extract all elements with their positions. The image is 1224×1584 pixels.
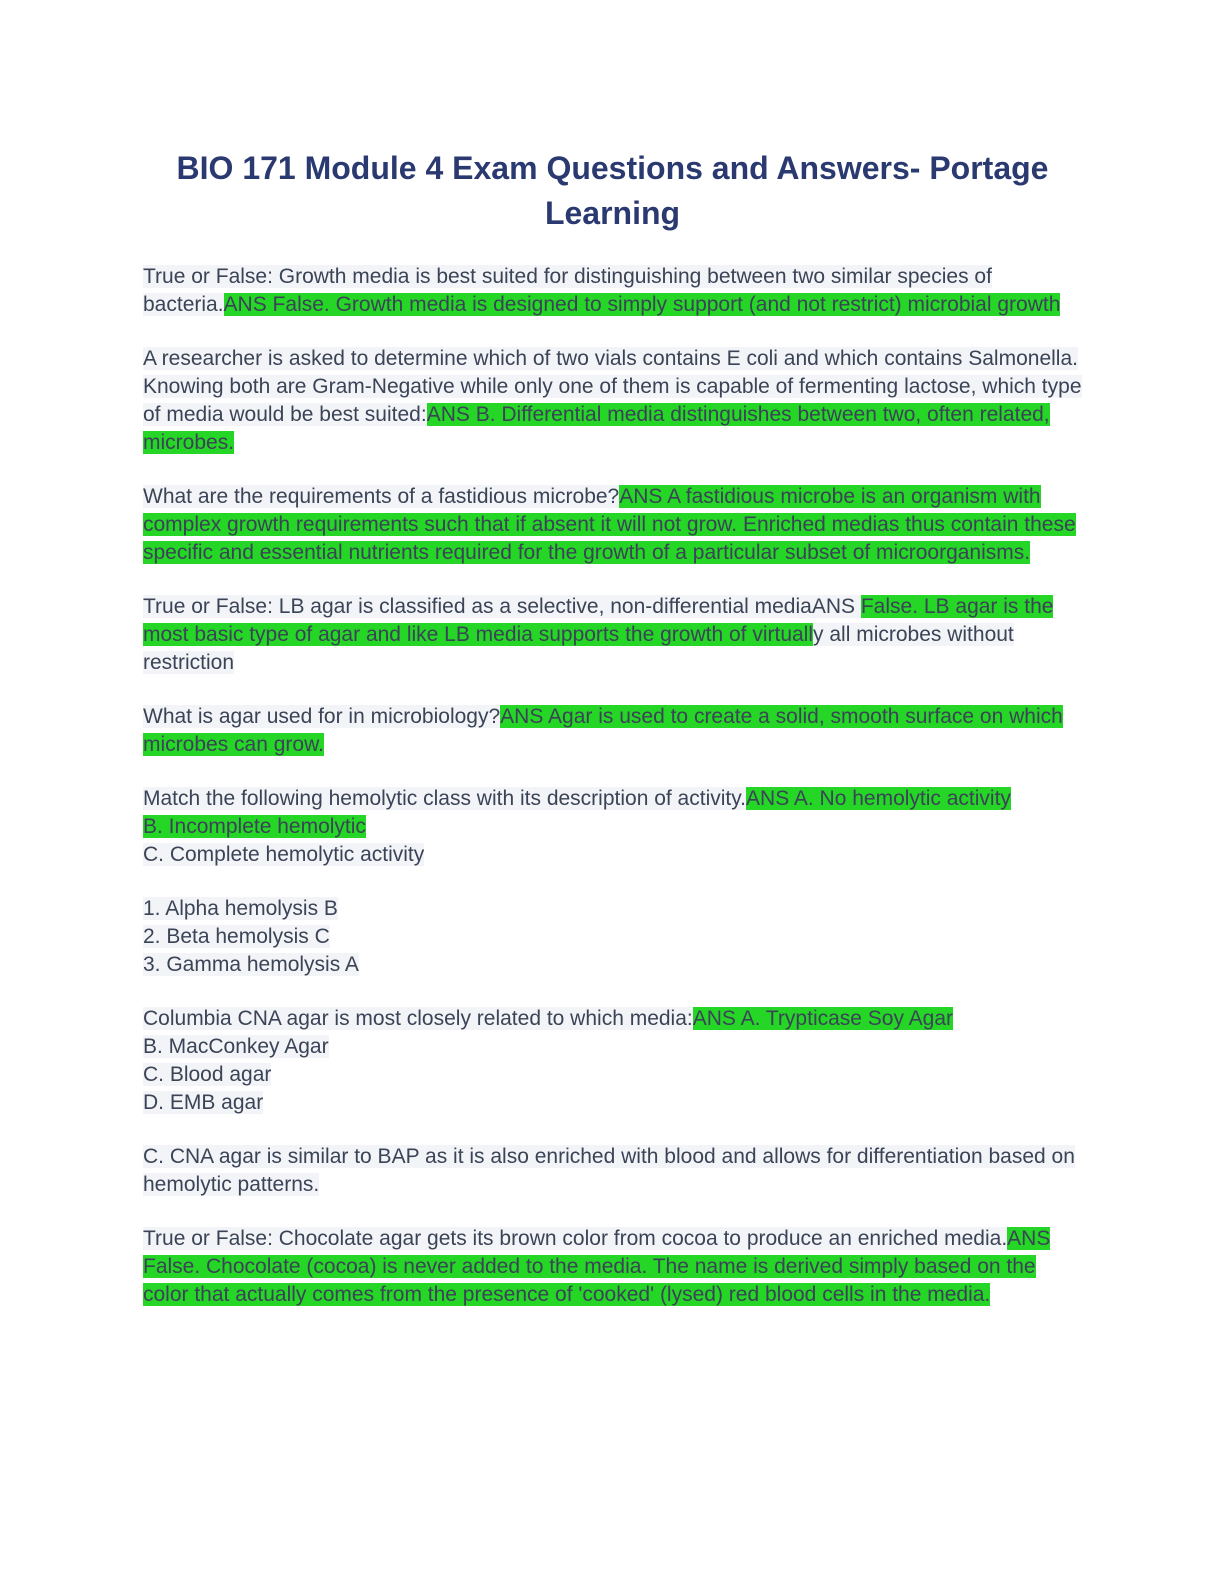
qa-block-5 <box>143 703 1082 759</box>
answer-text: ANS A fastidious microbe is an organism with complex growth requirements such that if absent it will not grow. Enriched medias thus contain these specific and essential nutrients required for the growth of a particular subset of microorganisms. <box>143 485 1076 564</box>
list-item-3: 3. Gamma hemolysis A <box>143 953 359 976</box>
qa-block-7 <box>143 1005 1082 1117</box>
list-item-1: 1. Alpha hemolysis B <box>143 897 338 920</box>
question-text: Columbia CNA agar is most closely related to which media: <box>143 1007 693 1030</box>
question-text-continued: y all microbes without restriction <box>143 623 1014 674</box>
match-list <box>143 895 1082 979</box>
answer-text: ANS False. Growth media is designed to simply support (and not restrict) microbial growth <box>223 293 1061 316</box>
explanation-text: C. CNA agar is similar to BAP as it is also enriched with blood and allows for differentiation based on hemolytic patterns. <box>143 1145 1075 1196</box>
qa-block-2 <box>143 345 1082 457</box>
question-text: True or False: LB agar is classified as a selective, non-differential mediaANS <box>143 595 861 618</box>
question-text: A researcher is asked to determine which of two vials contains E coli and which contains Salmonella. Knowing both are Gram-Negative while only one of them is capable of fermenting lactose, which type of media would be best suited: <box>143 347 1082 426</box>
qa-block-6 <box>143 785 1082 869</box>
option-c: C. Blood agar <box>143 1063 272 1086</box>
answer-text: ANS B. Differential media distinguishes between two, often related, microbes. <box>143 403 1050 454</box>
question-text: Match the following hemolytic class with its description of activity. <box>143 787 747 810</box>
question-text: What is agar used for in microbiology? <box>143 705 501 728</box>
qa-block-8 <box>143 1225 1082 1309</box>
page-title: BIO 171 Module 4 Exam Questions and Answers- Portage Learning <box>176 150 1049 231</box>
answer-text: ANS A. Trypticase Soy Agar <box>692 1007 954 1030</box>
qa-block-4 <box>143 593 1082 677</box>
answer-option-b: B. Incomplete hemolytic <box>143 815 366 838</box>
option-b: B. MacConkey Agar <box>143 1035 329 1058</box>
explanation-block <box>143 1143 1082 1199</box>
answer-text: ANS False. Chocolate (cocoa) is never added to the media. The name is derived simply based on the color that actually comes from the presence of 'cooked' (lysed) red blood cells in the media. <box>143 1227 1051 1306</box>
list-item-2: 2. Beta hemolysis C <box>143 925 330 948</box>
answer-option-c: C. Complete hemolytic activity <box>143 843 425 866</box>
qa-block-3 <box>143 483 1082 567</box>
option-d: D. EMB agar <box>143 1091 264 1114</box>
question-text: True or False: Growth media is best suited for distinguishing between two similar species of bacteria. <box>143 265 992 316</box>
question-text: True or False: Chocolate agar gets its brown color from cocoa to produce an enriched media. <box>143 1227 1008 1250</box>
answer-text: ANS Agar is used to create a solid, smooth surface on which microbes can grow. <box>143 705 1063 756</box>
answer-text: ANS A. No hemolytic activity <box>746 787 1011 810</box>
qa-block-1 <box>143 263 1082 319</box>
question-text: What are the requirements of a fastidious microbe? <box>143 485 620 508</box>
answer-text: False. LB agar is the most basic type of agar and like LB media supports the growth of virtuall <box>143 595 1054 646</box>
